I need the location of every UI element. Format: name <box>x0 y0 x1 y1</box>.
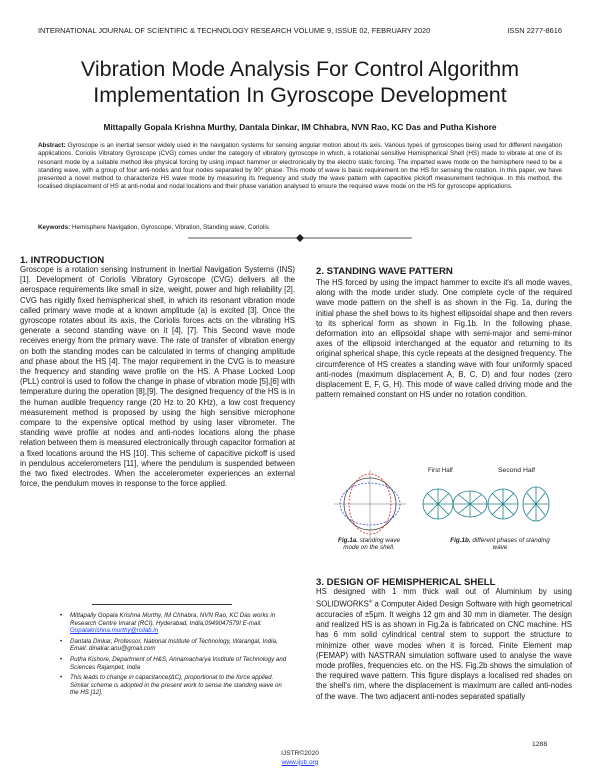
figure-1a-caption: Fig.1a. standing wave mode on the shell. <box>338 537 400 552</box>
abstract-text: Gyroscope is an inertial sensor widely used in the navigation systems for sensing angular motion about its axis. Various types of gyroscopes being used for different navigation applications. Coriolis Vibratory Gyroscope (CVG) comes under the category of vibratory gyroscope in which, a rotational sensitive Hemispherical Shell (HS) made to vibrate at one of its resonant mode by a suitable method like physical forcing by using impact hammer or electronically by the electro static forcing. The imparted wave mode on the hemisphere need to be a standing wave, with a group of four anti-nodes and four nodes separated by 90° phase. This mode of wave is basic requirement on the HS for sensing the rotation. In this paper, we have presented a novel method to characterize HS wave mode by measuring its frequency and study the wave pattern with capacitive pickoff measurement technique. In this method, the localised displacement of HS at anti-nodal and nodal locations and their phase variation analysed to ensure the required wave mode on the HS for gyroscope applications. <box>38 142 562 191</box>
abstract-label: Abstract: <box>38 142 66 149</box>
page-footer <box>0 750 600 767</box>
footnote-2: • Dantala Dinkar, Professor, National Institute of Technology, Warangal, India, Email: dinakar.anu@gmail.com <box>60 637 278 653</box>
footnote-3: • Putha Kishore, Department of H&S, Annamacharya Institute of Technology and Sciences Rajampet, India <box>60 655 287 671</box>
intro-heading: 1. INTRODUCTION <box>20 255 105 266</box>
swp-body: The HS forced by using the impact hammer to excite it's all mode waves, along with the mode under study. One complete cycle of the required wave mode pattern on the shell is as shown in the Fig. 1a, during the initial phase the shell bows to its highest ellipsoidal shape and then revers to its spherical form as shown in Fig.1b. In the following phase, deformation into an ellipsoidal shape with semi-major and semi-minor axes of the ellipsoid interchanged at the equator and returning to its original spherical shape, this cycle repeats at the designed frequency. The circumference of HS creates a standing wave with four uniformly spaced anti-nodes (maximum displacement A, B, C, D) and four nodes (zero displacement E, F, G, H). This mode of wave called driving mode and the pattern remained constant on HS under no rotation condition. <box>316 278 572 400</box>
figure-1-standing-wave <box>320 458 570 548</box>
footnote-1: • Mittapally Gopala Krishna Murthy, IM Chhabra, NVN Rao, KC Das works in Research Centre Imarat (RCI), Hyderabad, India,0949047579I E-mail: Gopalakrishna.murthy@rcilab.in <box>60 612 276 635</box>
footnote-4: • This leads to change in capacitance(ΔC), proportional to the force applied. Similar scheme is adopted in the present work to sense the standing wave on the HS [12]. <box>60 674 282 697</box>
title-line-2: Implementation In Gyroscope Development <box>93 83 507 107</box>
journal-name: INTERNATIONAL JOURNAL OF SCIENTIFIC & TECHNOLOGY RESEARCH VOLUME 9, ISSUE 02, FEBRUARY 2020 <box>38 26 431 35</box>
swp-heading: 2. STANDING WAVE PATTERN <box>316 266 453 277</box>
label-second-half: Second Half <box>498 467 536 474</box>
keywords <box>38 224 562 231</box>
keywords-text: Hemisphere Navigation, Gyroscope, Vibration, Standing wave, Coriolis <box>70 224 269 231</box>
footnote-rule <box>92 604 232 605</box>
fig1b-diagram <box>423 487 549 521</box>
dhs-heading: 3. DESIGN OF HEMISPHERICAL SHELL <box>316 577 496 588</box>
figure-1b-caption: Fig.1b. different phases of standing wave <box>450 537 550 552</box>
footnotes <box>60 612 292 700</box>
page-number: 1288 <box>532 741 548 748</box>
journal-url-link[interactable]: www.ijstr.org <box>281 758 319 766</box>
label-first-half: First Half <box>428 467 453 474</box>
running-header <box>38 26 562 38</box>
abstract <box>38 142 562 192</box>
author-email-link[interactable]: Gopalakrishna.murthy@rcilab.in <box>70 627 159 635</box>
authors: Mittapally Gopala Krishna Murthy, Dantala Dinkar, IM Chhabra, NVN Rao, KC Das and Putha Kishore <box>103 122 497 132</box>
dhs-body: HS designed with 1 mm thick wall out of Aluminium by using SOLIDWORKS® a Computer Aided Design Software with high geometrical accuracies of ±5μm. It weighs 12 gm and 30 mm in diameter. The design and realized HS is as shown in Fig.2a is fabricated on CNC machine. HS has 6 mm solid cylindrical central stem to support the structure to minimize other wave modes when it is forced. Finite Element map (FEMAP) with NASTRAN simulation software used to analyse the wave mode profiles, frequencies etc. on the HS. Fig.2b shows the simulation of the required wave pattern. This figure displays a localised red shades on the shell's rim, where the displacement is maximum are called anti-nodes of the wave. The two adjacent anti-nodes separated spatially <box>316 587 572 701</box>
title-line-1: Vibration Mode Analysis For Control Algorithm <box>80 57 520 81</box>
section-divider <box>38 233 562 243</box>
keywords-label: Keywords: <box>38 224 71 231</box>
fig1a-diagram <box>334 470 406 538</box>
paper-title <box>30 56 570 108</box>
issn: ISSN 2277-8616 <box>507 26 562 35</box>
intro-body: Groscope is a rotation sensing instrument in Inertial Navigation Systems (INS) [1]. Development of Coriolis Vibratory Gyroscope (CVG) delivers all the aerospace requirements like small in size, weight, power and high reliability [2]. CVG has rigidly fixed hemispherical shell, in which its resonant vibration mode called primary wave mode at a known amplitude (a) is excited [3]. Once the gyroscope rotates about its axis, the Coriolis forces acts on the vibrating HS generate a second standing wave on it [4], [7]. This Second wave mode receives energy from the primary wave. The rate of transfer of vibration energy on both the standing modes can be calculated in terms of changing amplitude and phase about the HS [4]. The major requirement in the CVG is to measure the frequency and standing wave profile on the HS. A Phase Locked Loop (PLL) control is used to follow the change in phase of vibration mode [5],[6] with temperature during the operation [8],[9]. The designed frequency of the HS is in the human audible frequency range (20 Hz to 20 KHz), a low cost frequency measurement method is proposed by using the high sensitive microphone compare to the expensive optical method by using laser vibrometer. The standing wave profile at nodes and anti-nodes locations along the phase relation between them is measured electronically through capacitor formation at a fixed locations around the HS [10]. This scheme of capacitive pickoff is used in pendulous accelerometers [11], where the pendulum is suspended between the two fixed electrodes. When the accelerometer experiences an external force, the pendulum moves in response to the force applied. <box>20 265 295 489</box>
footer-copyright: IJSTR©2020 <box>281 750 319 757</box>
